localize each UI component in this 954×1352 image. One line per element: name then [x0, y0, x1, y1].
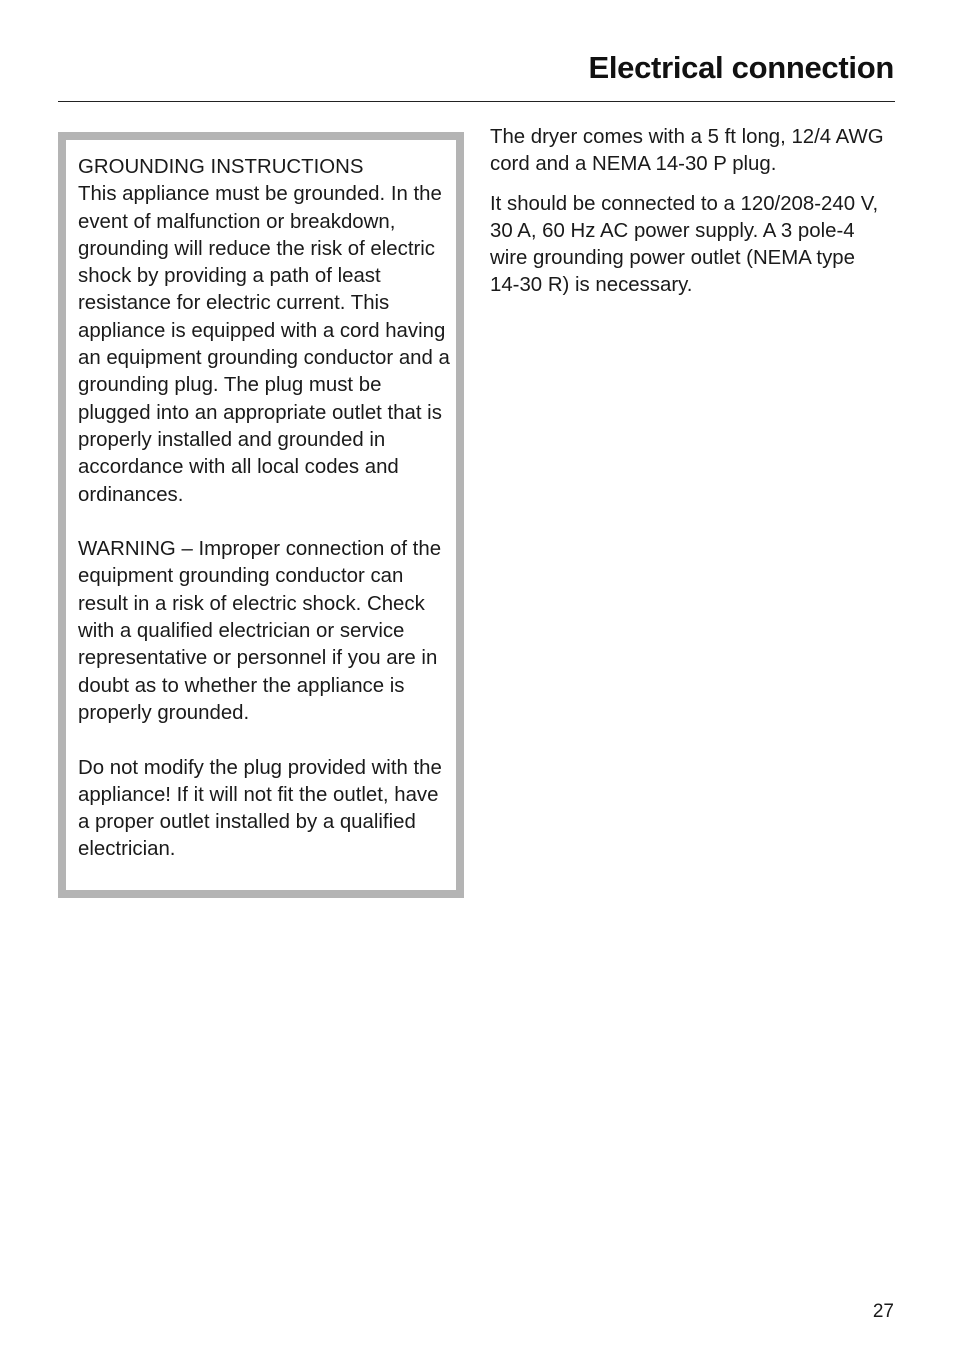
plug-modification-paragraph: Do not modify the plug provided with the appliance! If it will not fit the outlet, have a proper outlet installed by a qualified electrician. [78, 756, 442, 861]
warning-paragraph: WARNING – Improper connection of the equipment grounding conductor can result in a risk of electric shock. Check with a qualified electrician or service representative or personnel if you are in doubt as to whether the appliance is properly grounded. [78, 538, 442, 724]
cord-description: The dryer comes with a 5 ft long, 12/4 AWG cord and a NEMA 14-30 P plug. [490, 126, 884, 176]
power-supply-description: It should be connected to a 120/208-240 V, 30 A, 60 Hz AC power supply. A 3 pole-4 wire grounding power outlet (NEMA type 14-30 R) is necessary. [490, 192, 879, 297]
grounding-paragraph: This appliance must be grounded. In the event of malfunction or breakdown, grounding will reduce the risk of electric shock by providing a path of least resistance for electric current. This appliance is equipped with a cord having an equipment grounding conductor and a grounding plug. The plug must be plugged into an appropriate outlet that is properly installed and grounded in accordance with all local codes and ordinances. [78, 183, 450, 506]
grounding-heading: GROUNDING INSTRUCTIONS [78, 156, 364, 178]
grounding-instructions-box [58, 132, 464, 898]
page-title: Electrical connection [588, 50, 894, 85]
connection-details [490, 124, 890, 300]
page-number: 27 [872, 1301, 894, 1322]
title-divider [58, 101, 895, 102]
